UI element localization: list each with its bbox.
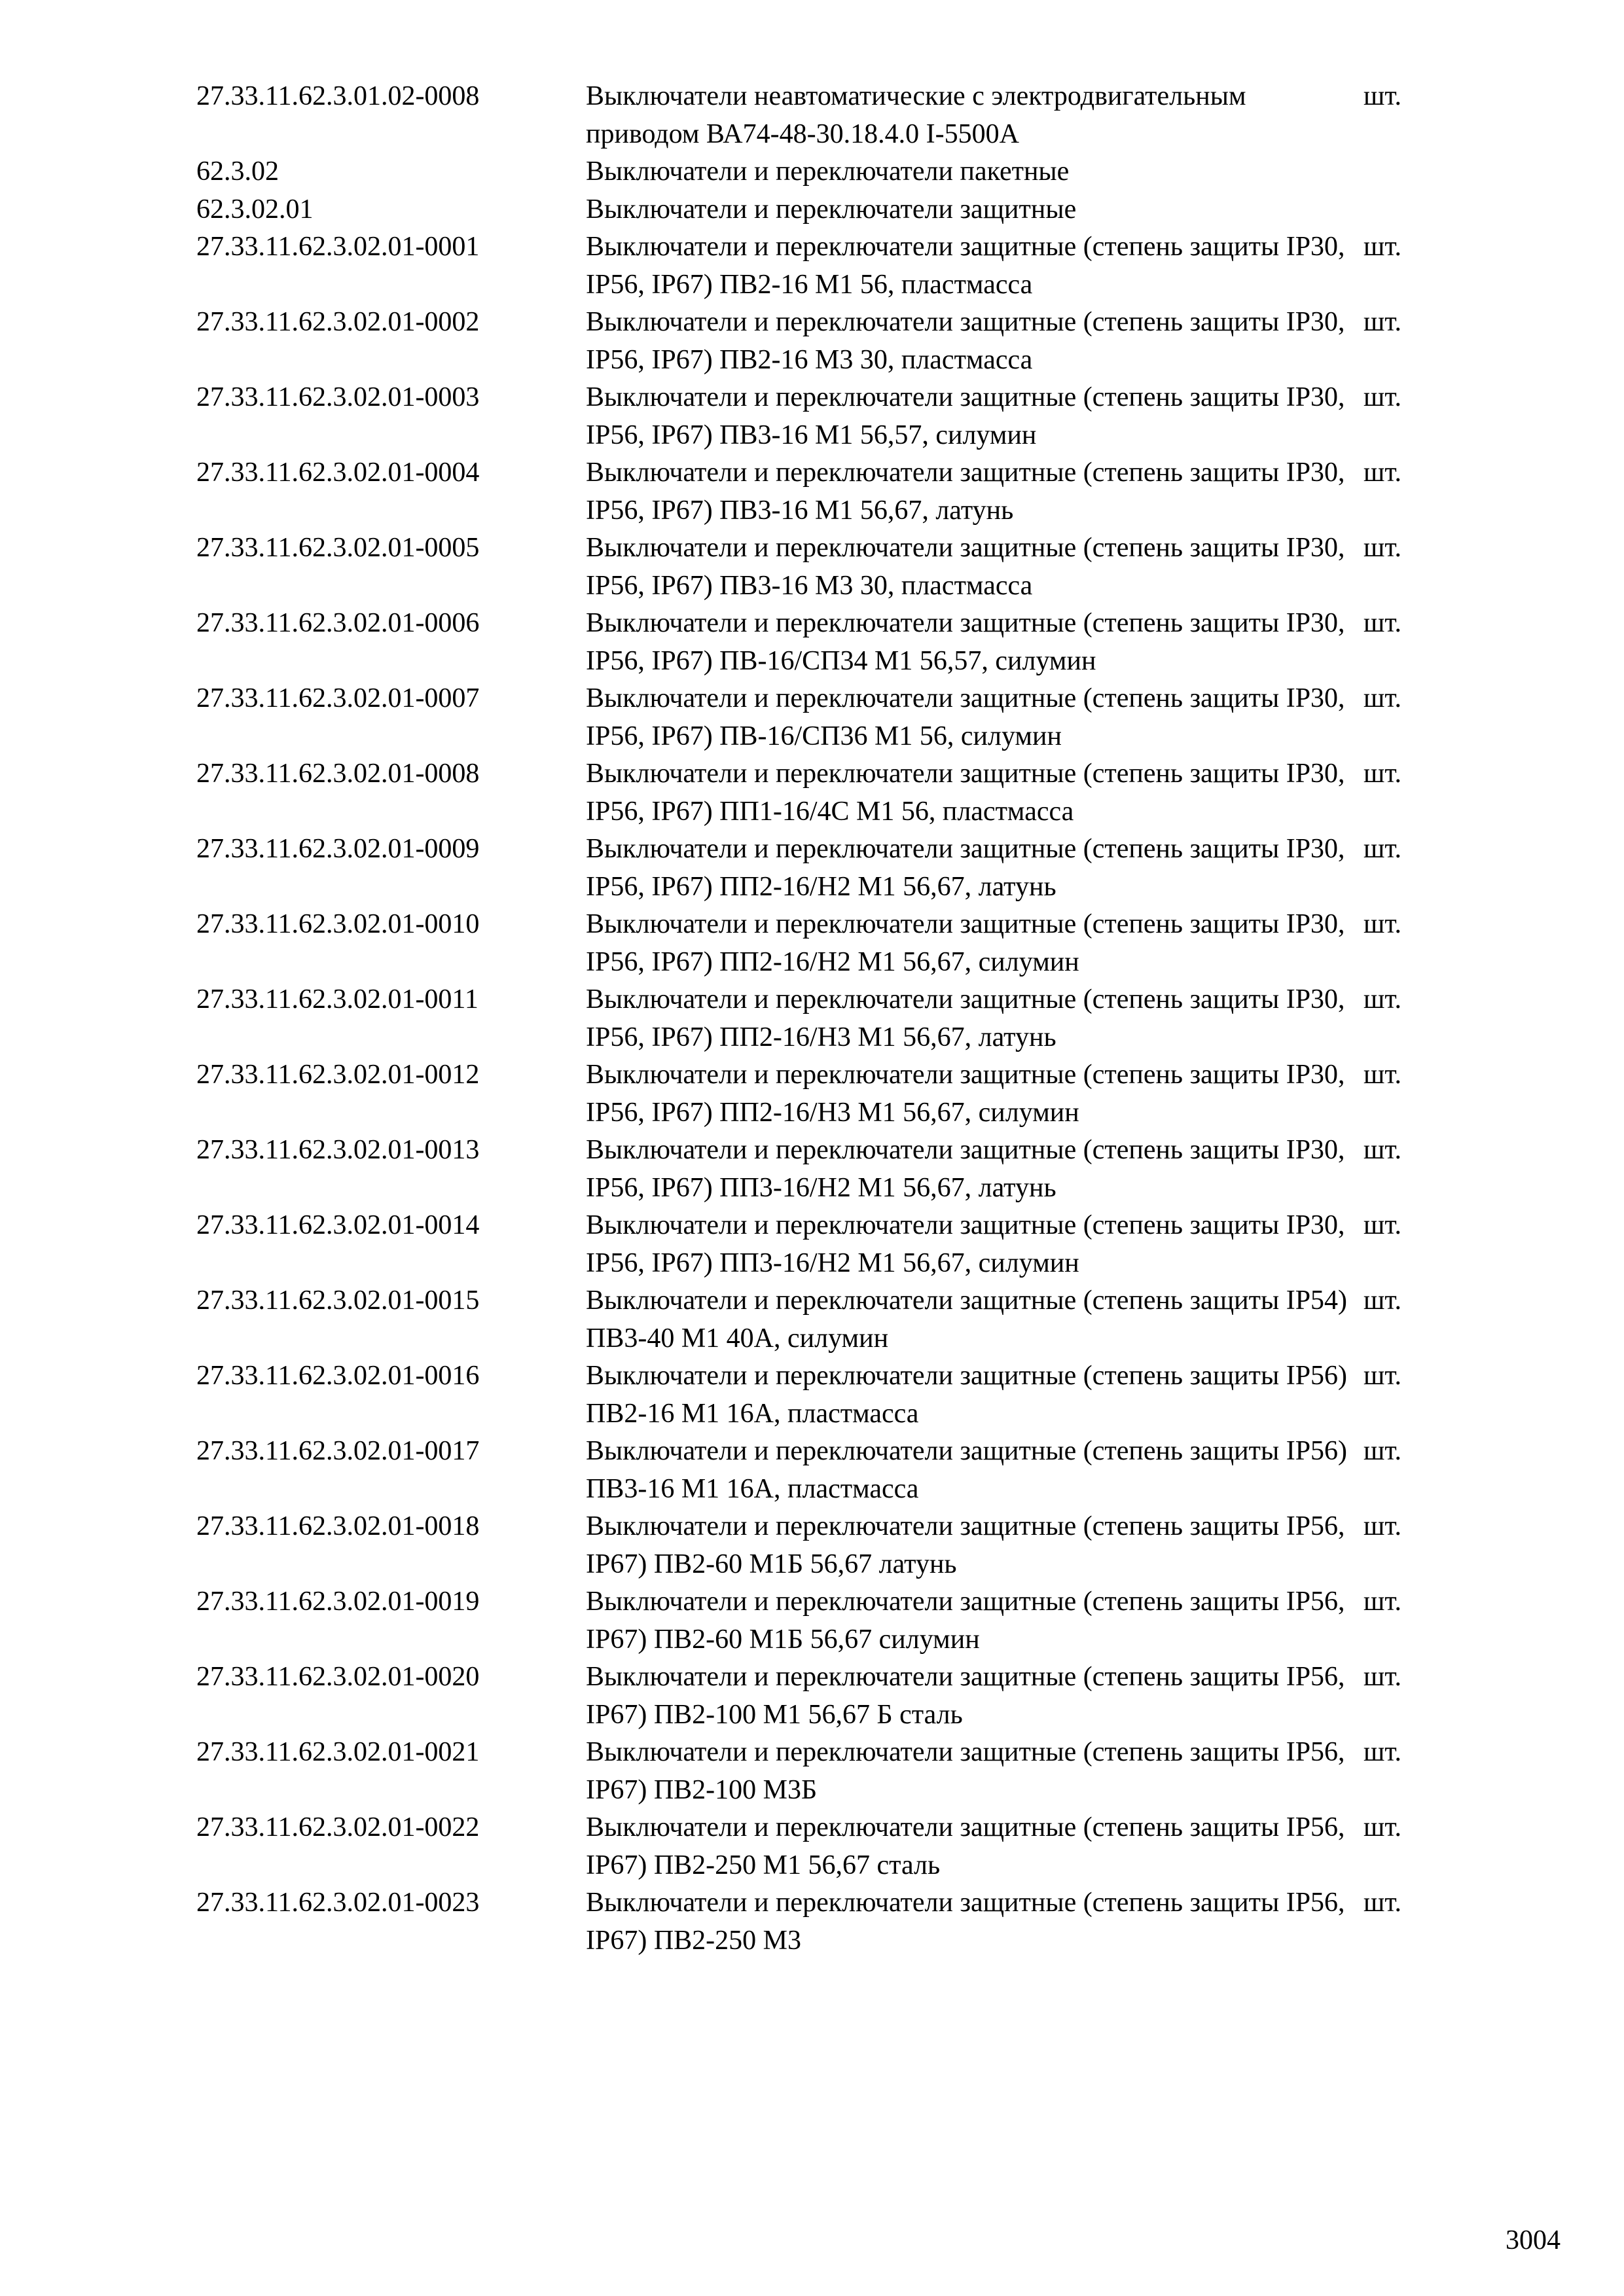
table-row [196, 906, 1453, 981]
row-name: Выключатели и переключатели защитные (степень защиты IP30, IP56, IP67) ПП2-16/Н3 М1 56,67, силумин [586, 1060, 1345, 1128]
table-row [196, 529, 1453, 605]
row-unit: шт. [1363, 1060, 1402, 1090]
table-row [196, 1884, 1453, 1960]
row-code: 27.33.11.62.3.02.01-0003 [196, 382, 480, 412]
table-row [196, 1583, 1453, 1659]
row-unit [1363, 191, 1453, 229]
row-unit: шт. [1363, 909, 1402, 939]
table-row [196, 304, 1453, 379]
row-unit: шт. [1363, 1285, 1402, 1316]
row-unit: шт. [1363, 307, 1402, 337]
row-code: 27.33.11.62.3.02.01-0017 [196, 1436, 480, 1466]
table-row [196, 605, 1453, 680]
row-name: Выключатели и переключатели защитные (степень защиты IP56, IP67) ПВ2-100 М1 56,67 Б сталь [586, 1662, 1345, 1730]
row-name: Выключатели и переключатели защитные (степень защиты IP30, IP56, IP67) ПВ-16/СП34 М1 56,57, силумин [586, 608, 1345, 676]
row-code: 27.33.11.62.3.02.01-0012 [196, 1060, 480, 1090]
row-code: 27.33.11.62.3.02.01-0023 [196, 1888, 480, 1918]
row-code: 27.33.11.62.3.02.01-0010 [196, 909, 480, 939]
row-name: Выключатели и переключатели защитные (степень защиты IP30, IP56, IP67) ПП2-16/Н2 М1 56,67, латунь [586, 834, 1345, 902]
row-unit: шт. [1363, 1662, 1402, 1692]
row-name: Выключатели и переключатели защитные (степень защиты IP30, IP56, IP67) ПВ-16/СП36 М1 56, силумин [586, 683, 1345, 751]
table-row [196, 680, 1453, 755]
row-code: 27.33.11.62.3.02.01-0001 [196, 232, 480, 262]
table-row [196, 1433, 1453, 1508]
table-row [196, 1659, 1453, 1734]
table-row [196, 981, 1453, 1056]
table-row [196, 831, 1453, 906]
row-code: 27.33.11.62.3.02.01-0005 [196, 533, 480, 563]
row-code: 27.33.11.62.3.02.01-0013 [196, 1135, 480, 1165]
table-row [196, 1508, 1453, 1583]
table-row [196, 1132, 1453, 1207]
row-unit: шт. [1363, 1210, 1402, 1240]
row-unit: шт. [1363, 1135, 1402, 1165]
row-unit: шт. [1363, 533, 1402, 563]
row-code: 27.33.11.62.3.02.01-0019 [196, 1587, 480, 1617]
row-unit: шт. [1363, 232, 1402, 262]
row-name: Выключатели и переключатели пакетные [586, 156, 1070, 187]
row-unit: шт. [1363, 457, 1402, 488]
table-row [196, 78, 1453, 153]
row-unit: шт. [1363, 1361, 1402, 1391]
row-unit: шт. [1363, 683, 1402, 713]
row-code: 27.33.11.62.3.02.01-0018 [196, 1511, 480, 1541]
row-code: 27.33.11.62.3.02.01-0006 [196, 608, 480, 638]
row-code: 27.33.11.62.3.02.01-0009 [196, 834, 480, 864]
row-code: 27.33.11.62.3.02.01-0020 [196, 1662, 480, 1692]
row-name: Выключатели и переключатели защитные (степень защиты IP30, IP56, IP67) ПВ3-16 М3 30, пластмасса [586, 533, 1345, 601]
row-code: 27.33.11.62.3.01.02-0008 [196, 81, 480, 111]
row-unit [1363, 153, 1453, 191]
row-code: 27.33.11.62.3.02.01-0002 [196, 307, 480, 337]
row-name: Выключатели неавтоматические с электродвигательным приводом ВА74-48-30.18.4.0 I-5500А [586, 81, 1246, 149]
row-name: Выключатели и переключатели защитные (степень защиты IP56, IP67) ПВ2-250 М1 56,67 сталь [586, 1812, 1345, 1880]
row-name: Выключатели и переключатели защитные (степень защиты IP30, IP56, IP67) ПВ2-16 М1 56, пластмасса [586, 232, 1345, 300]
row-unit: шт. [1363, 1888, 1402, 1918]
row-name: Выключатели и переключатели защитные (степень защиты IP30, IP56, IP67) ПП2-16/Н3 М1 56,67, латунь [586, 984, 1345, 1052]
row-unit: шт. [1363, 1737, 1402, 1767]
table-row [196, 1734, 1453, 1809]
row-name: Выключатели и переключатели защитные (степень защиты IP54) ПВ3-40 М1 40А, силумин [586, 1285, 1348, 1354]
row-code: 62.3.02.01 [196, 194, 314, 224]
row-unit: шт. [1363, 608, 1402, 638]
row-code: 27.33.11.62.3.02.01-0007 [196, 683, 480, 713]
row-name: Выключатели и переключатели защитные (степень защиты IP30, IP56, IP67) ПП3-16/Н2 М1 56,67, латунь [586, 1135, 1345, 1203]
row-code: 27.33.11.62.3.02.01-0022 [196, 1812, 480, 1842]
row-unit: шт. [1363, 759, 1402, 789]
table-row [196, 191, 1453, 229]
row-code: 27.33.11.62.3.02.01-0011 [196, 984, 478, 1014]
row-code: 27.33.11.62.3.02.01-0004 [196, 457, 480, 488]
table-row [196, 1056, 1453, 1132]
catalog-table [196, 78, 1453, 1960]
table-row [196, 1357, 1453, 1433]
row-unit: шт. [1363, 1436, 1402, 1466]
row-code: 27.33.11.62.3.02.01-0015 [196, 1285, 480, 1316]
table-row [196, 379, 1453, 454]
row-name: Выключатели и переключатели защитные (степень защиты IP56, IP67) ПВ2-100 М3Б [586, 1737, 1345, 1805]
page-number: 3004 [1506, 2225, 1561, 2255]
row-name: Выключатели и переключатели защитные (степень защиты IP30, IP56, IP67) ПВ2-16 М3 30, пластмасса [586, 307, 1345, 375]
row-unit: шт. [1363, 834, 1402, 864]
table-row [196, 228, 1453, 304]
row-unit: шт. [1363, 1812, 1402, 1842]
row-unit: шт. [1363, 984, 1402, 1014]
row-code: 62.3.02 [196, 156, 279, 187]
table-row [196, 454, 1453, 529]
row-name: Выключатели и переключатели защитные (степень защиты IP56, IP67) ПВ2-60 М1Б 56,67 силумин [586, 1587, 1345, 1655]
row-name: Выключатели и переключатели защитные (степень защиты IP56) ПВ3-16 М1 16А, пластмасса [586, 1436, 1348, 1504]
row-name: Выключатели и переключатели защитные [586, 194, 1077, 224]
row-name: Выключатели и переключатели защитные (степень защиты IP56, IP67) ПВ2-60 М1Б 56,67 латунь [586, 1511, 1345, 1579]
row-name: Выключатели и переключатели защитные (степень защиты IP30, IP56, IP67) ПП3-16/Н2 М1 56,67, силумин [586, 1210, 1345, 1278]
catalog-body [196, 78, 1453, 1960]
row-name: Выключатели и переключатели защитные (степень защиты IP30, IP56, IP67) ПП2-16/Н2 М1 56,67, силумин [586, 909, 1345, 977]
row-name: Выключатели и переключатели защитные (степень защиты IP56, IP67) ПВ2-250 М3 [586, 1888, 1345, 1956]
row-code: 27.33.11.62.3.02.01-0008 [196, 759, 480, 789]
row-name: Выключатели и переключатели защитные (степень защиты IP56) ПВ2-16 М1 16А, пластмасса [586, 1361, 1348, 1429]
table-row [196, 755, 1453, 831]
row-code: 27.33.11.62.3.02.01-0016 [196, 1361, 480, 1391]
row-code: 27.33.11.62.3.02.01-0014 [196, 1210, 480, 1240]
row-unit: шт. [1363, 1511, 1402, 1541]
table-row [196, 153, 1453, 191]
table-row [196, 1282, 1453, 1357]
row-unit: шт. [1363, 81, 1402, 111]
row-code: 27.33.11.62.3.02.01-0021 [196, 1737, 480, 1767]
row-name: Выключатели и переключатели защитные (степень защиты IP30, IP56, IP67) ПВ3-16 М1 56,67, латунь [586, 457, 1345, 526]
table-row [196, 1809, 1453, 1884]
row-unit: шт. [1363, 1587, 1402, 1617]
row-unit: шт. [1363, 382, 1402, 412]
table-row [196, 1207, 1453, 1282]
row-name: Выключатели и переключатели защитные (степень защиты IP30, IP56, IP67) ПВ3-16 М1 56,57, силумин [586, 382, 1345, 450]
row-name: Выключатели и переключатели защитные (степень защиты IP30, IP56, IP67) ПП1-16/4С М1 56, пластмасса [586, 759, 1345, 827]
